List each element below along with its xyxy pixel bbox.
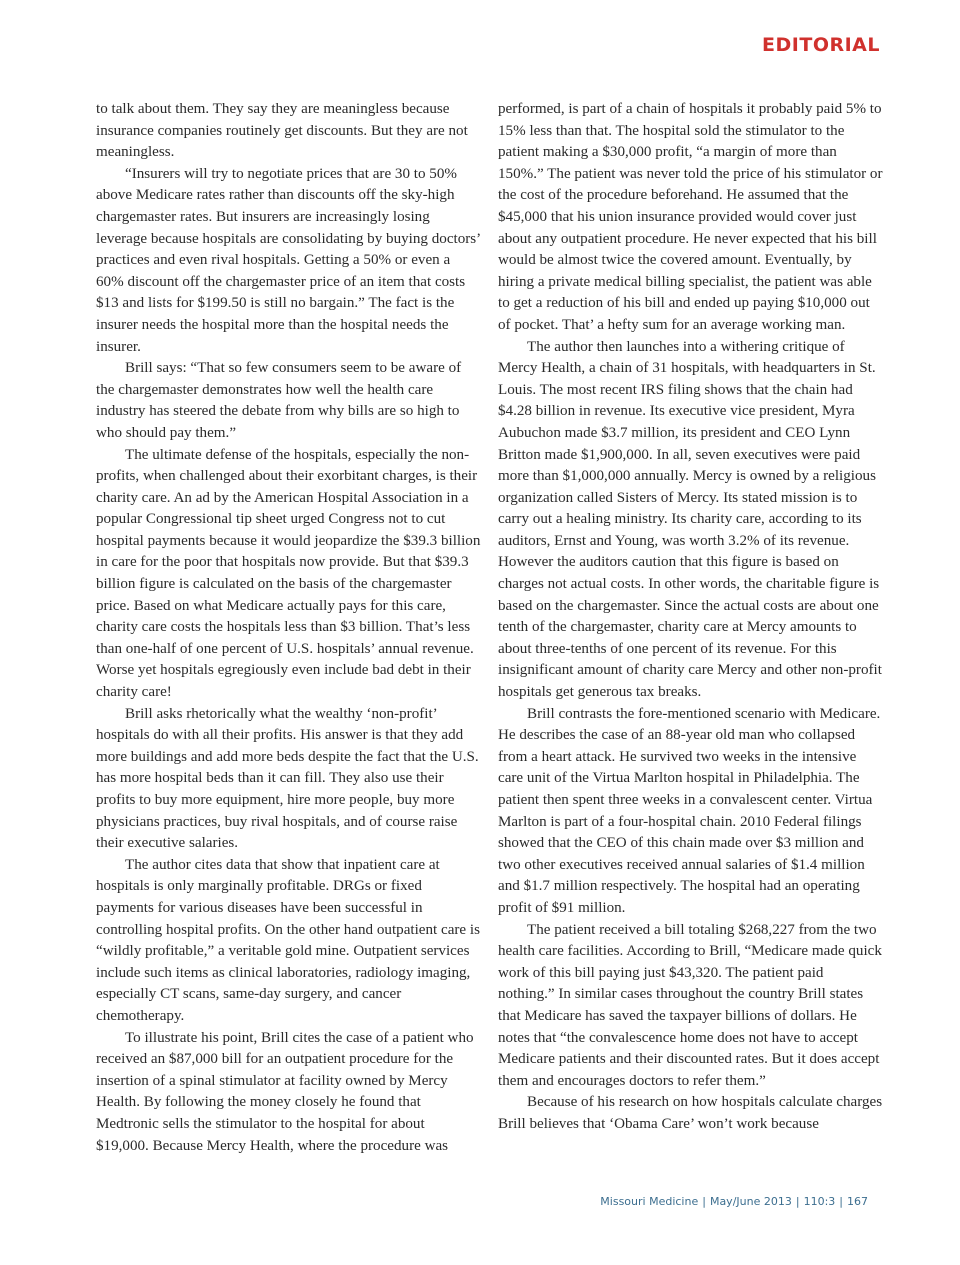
footer-separator: | xyxy=(839,1195,843,1208)
paragraph: The author then launches into a withering critique of Mercy Health, a chain of 31 hospitals, with headquarters in St. Louis. The most recent IRS filing shows that the chain had $4.28 billion in revenue. Its executive vice president, Myra Aubuchon made $3.7 million, its president and CEO Lynn Britton made $1,900,000. In all, seven executives were paid more than $1,000,000 annually. Mercy is owned by a religious organization called Sisters of Mercy. Its stated mission is to carry out a healing ministry. Its charity care, according to its auditors, Ernst and Young, was worth 3.2% of its revenue. However the auditors caution that this figure is based on charges not actual costs. In other words, the charitable figure is based on the chargemaster. Since the actual costs are about one tenth of the chargemaster, charity care at Mercy amounts to about three-tenths of one percent of its revenue. For this insignificant amount of charity care Mercy and other non-profit hospitals get generous tax breaks. xyxy=(498,338,882,701)
paragraph: “Insurers will try to negotiate prices that are 30 to 50% above Medicare rates rather than discounts off the sky-high chargemaster rates. But insurers are increasingly losing leverage because hospitals are consolidating by buying doctors’ practices and even rival hospitals. Getting a 50% or even a 60% discount off the chargemaster price of an item that costs $13 and lists for $199.50 is still no bargain.” The fact is the insurer needs the hospital more than the hospital needs the insurer. xyxy=(96,165,481,355)
section-label: EDITORIAL xyxy=(762,34,880,56)
article-column-left xyxy=(96,99,481,1157)
paragraph: To illustrate his point, Brill cites the case of a patient who received an $87,000 bill for an outpatient procedure for the insertion of a spinal stimulator at facility owned by Mercy Health. By following the money closely he found that Medtronic sells the stimulator to the hospital for about $19,000. Because Mercy Health, where the procedure was xyxy=(96,1029,474,1154)
paragraph: Brill says: “That so few consumers seem to be aware of the chargemaster demonstrates how well the health care industry has steered the debate from why bills are so high to who should pay them.” xyxy=(96,360,462,441)
page-footer xyxy=(600,1195,868,1208)
paragraph: The patient received a bill totaling $268,227 from the two health care facilities. According to Brill, “Medicare made quick work of this bill paying just $43,320. The patient paid nothing.” In similar cases throughout the country Brill states that Medicare has saved the taxpayer billions of dollars. He notes that “the convalescence home does not have to accept Medicare patients and their discounted rates. But it does accept them and encourages doctors to refer them.” xyxy=(498,921,882,1089)
paragraph: The ultimate defense of the hospitals, especially the non-profits, when challenged about their exorbitant charges, is their charity care. An ad by the American Hospital Association in a popular Congressional tip sheet urged Congress not to cut hospital payments because it would jeopardize the $39.3 billion in care for the poor that hospitals now provide. But that $39.3 billion figure is calculated on the basis of the chargemaster price. Based on what Medicare actually pays for this care, charity care costs the hospitals less than $3 billion. That’s less than one-half of one percent of U.S. hospitals’ annual revenue. Worse yet hospitals egregiously even include bad debt in their charity care! xyxy=(96,446,481,701)
journal-name: Missouri Medicine xyxy=(600,1195,699,1208)
footer-separator: | xyxy=(795,1195,800,1208)
paragraph: Brill contrasts the fore-mentioned scenario with Medicare. He describes the case of an 88-year old man who collapsed from a heart attack. He survived two weeks in the intensive care unit of the Virtua Marlton hospital in Philadelphia. The patient then spent three weeks in a convalescent center. Virtua Marlton is part of a four-hospital chain. 2010 Federal filings showed that the CEO of this chain made over $3 million and two other executives received annual salaries of $1.4 million and $1.7 million respectively. The hospital had an operating profit of $91 million. xyxy=(498,705,881,916)
paragraph: The author cites data that show that inpatient care at hospitals is only marginally profitable. DRGs or fixed payments for various diseases have been successful in controlling hospital profits. On the other hand outpatient care is “wildly profitable,” a veritable gold mine. Outpatient services include such items as clinical laboratories, radiology imaging, especially CT scans, same-day surgery, and cancer chemotherapy. xyxy=(96,856,480,1024)
page-number: 167 xyxy=(847,1195,868,1208)
volume-issue: 110:3 xyxy=(803,1195,836,1208)
paragraph: to talk about them. They say they are meaningless because insurance companies routinely get discounts. But they are not meaningless. xyxy=(96,101,468,161)
paragraph: Because of his research on how hospitals calculate charges Brill believes that ‘Obama Care’ won’t work because xyxy=(498,1094,883,1132)
footer-separator: | xyxy=(702,1195,706,1208)
paragraph: Brill asks rhetorically what the wealthy ‘non-profit’ hospitals do with all their profits. His answer is that they add more buildings and add more beds despite the fact that the U.S. has more hospital beds than it can fill. They also use their profits to buy more equipment, hire more people, buy more physicians practices, buy rival hospitals, and of course raise their executive salaries. xyxy=(96,705,479,852)
issue-date: May/June 2013 xyxy=(709,1195,792,1208)
article-column-right xyxy=(498,99,883,1136)
paragraph: performed, is part of a chain of hospitals it probably paid 5% to 15% less than that. The hospital sold the stimulator to the patient making a $30,000 profit, “a margin of more than 150%.” The patient was never told the price of his stimulator or the cost of the procedure beforehand. He assumed that the $45,000 that his union insurance provided would cover just about any outpatient procedure. He never expected that his bill would be almost twice the covered amount. Eventually, by hiring a private medical billing specialist, the patient was able to get a reduction of his bill and ended up paying $10,000 out of pocket. That’ a hefty sum for an average working man. xyxy=(498,101,883,333)
